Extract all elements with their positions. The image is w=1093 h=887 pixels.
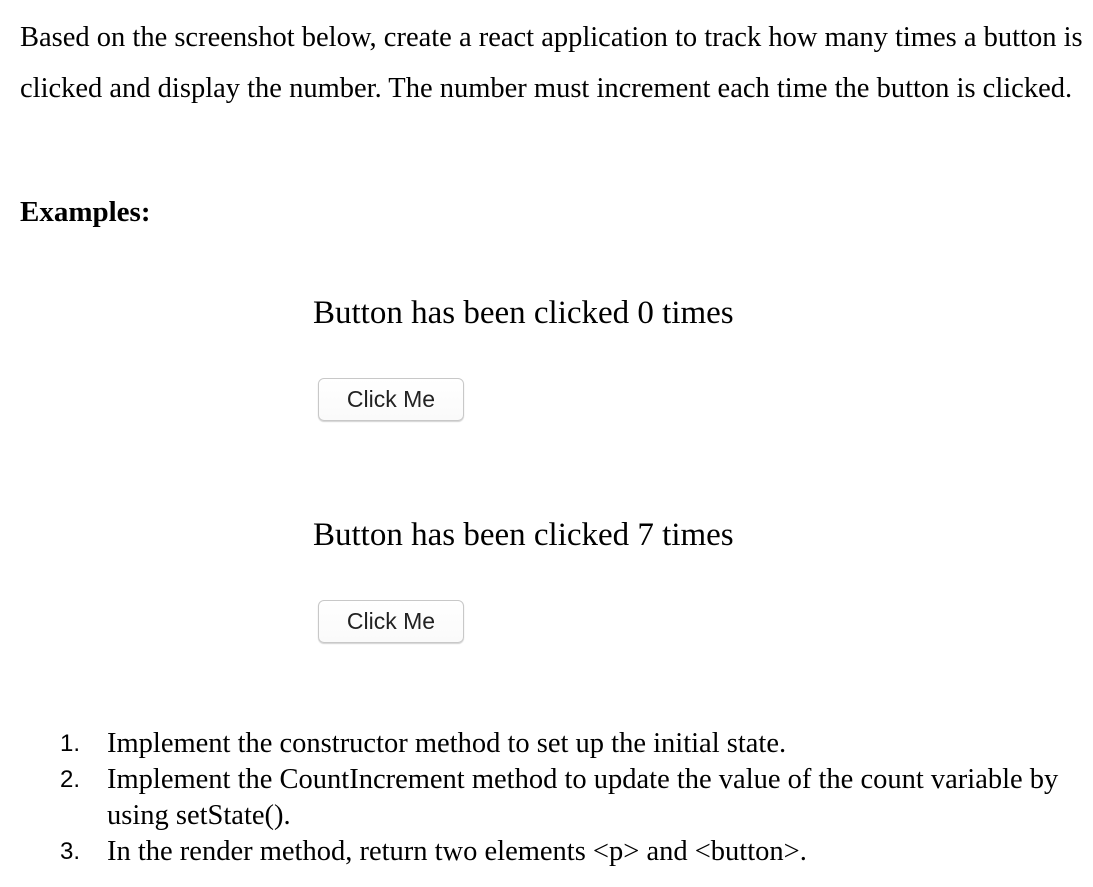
list-item	[60, 726, 1080, 762]
click-count-text: Button has been clicked 0 times	[313, 295, 734, 331]
intro-paragraph: Based on the screenshot below, create a react application to track how many times a button is clicked and display the number. The number must increment each time the button is clicked.	[20, 22, 1083, 104]
examples-heading: Examples:	[20, 196, 151, 228]
list-item-text: In the render method, return two elements <p> and <button>.	[107, 836, 807, 867]
instructions-list	[60, 726, 1080, 870]
list-number: 3.	[60, 838, 81, 865]
list-item-text: Implement the constructor method to set up the initial state.	[107, 728, 787, 759]
list-item	[60, 762, 1080, 834]
list-number: 2.	[60, 766, 81, 793]
click-count-text: Button has been clicked 7 times	[313, 517, 734, 553]
list-number: 1.	[60, 730, 81, 757]
example-counter-1	[313, 291, 734, 412]
example-counter-2	[313, 513, 734, 634]
list-item	[60, 834, 1080, 870]
click-me-button[interactable]: Click Me	[318, 378, 464, 421]
click-me-button[interactable]: Click Me	[318, 600, 464, 643]
list-item-text: Implement the CountIncrement method to update the value of the count variable by using setState().	[107, 764, 1059, 831]
